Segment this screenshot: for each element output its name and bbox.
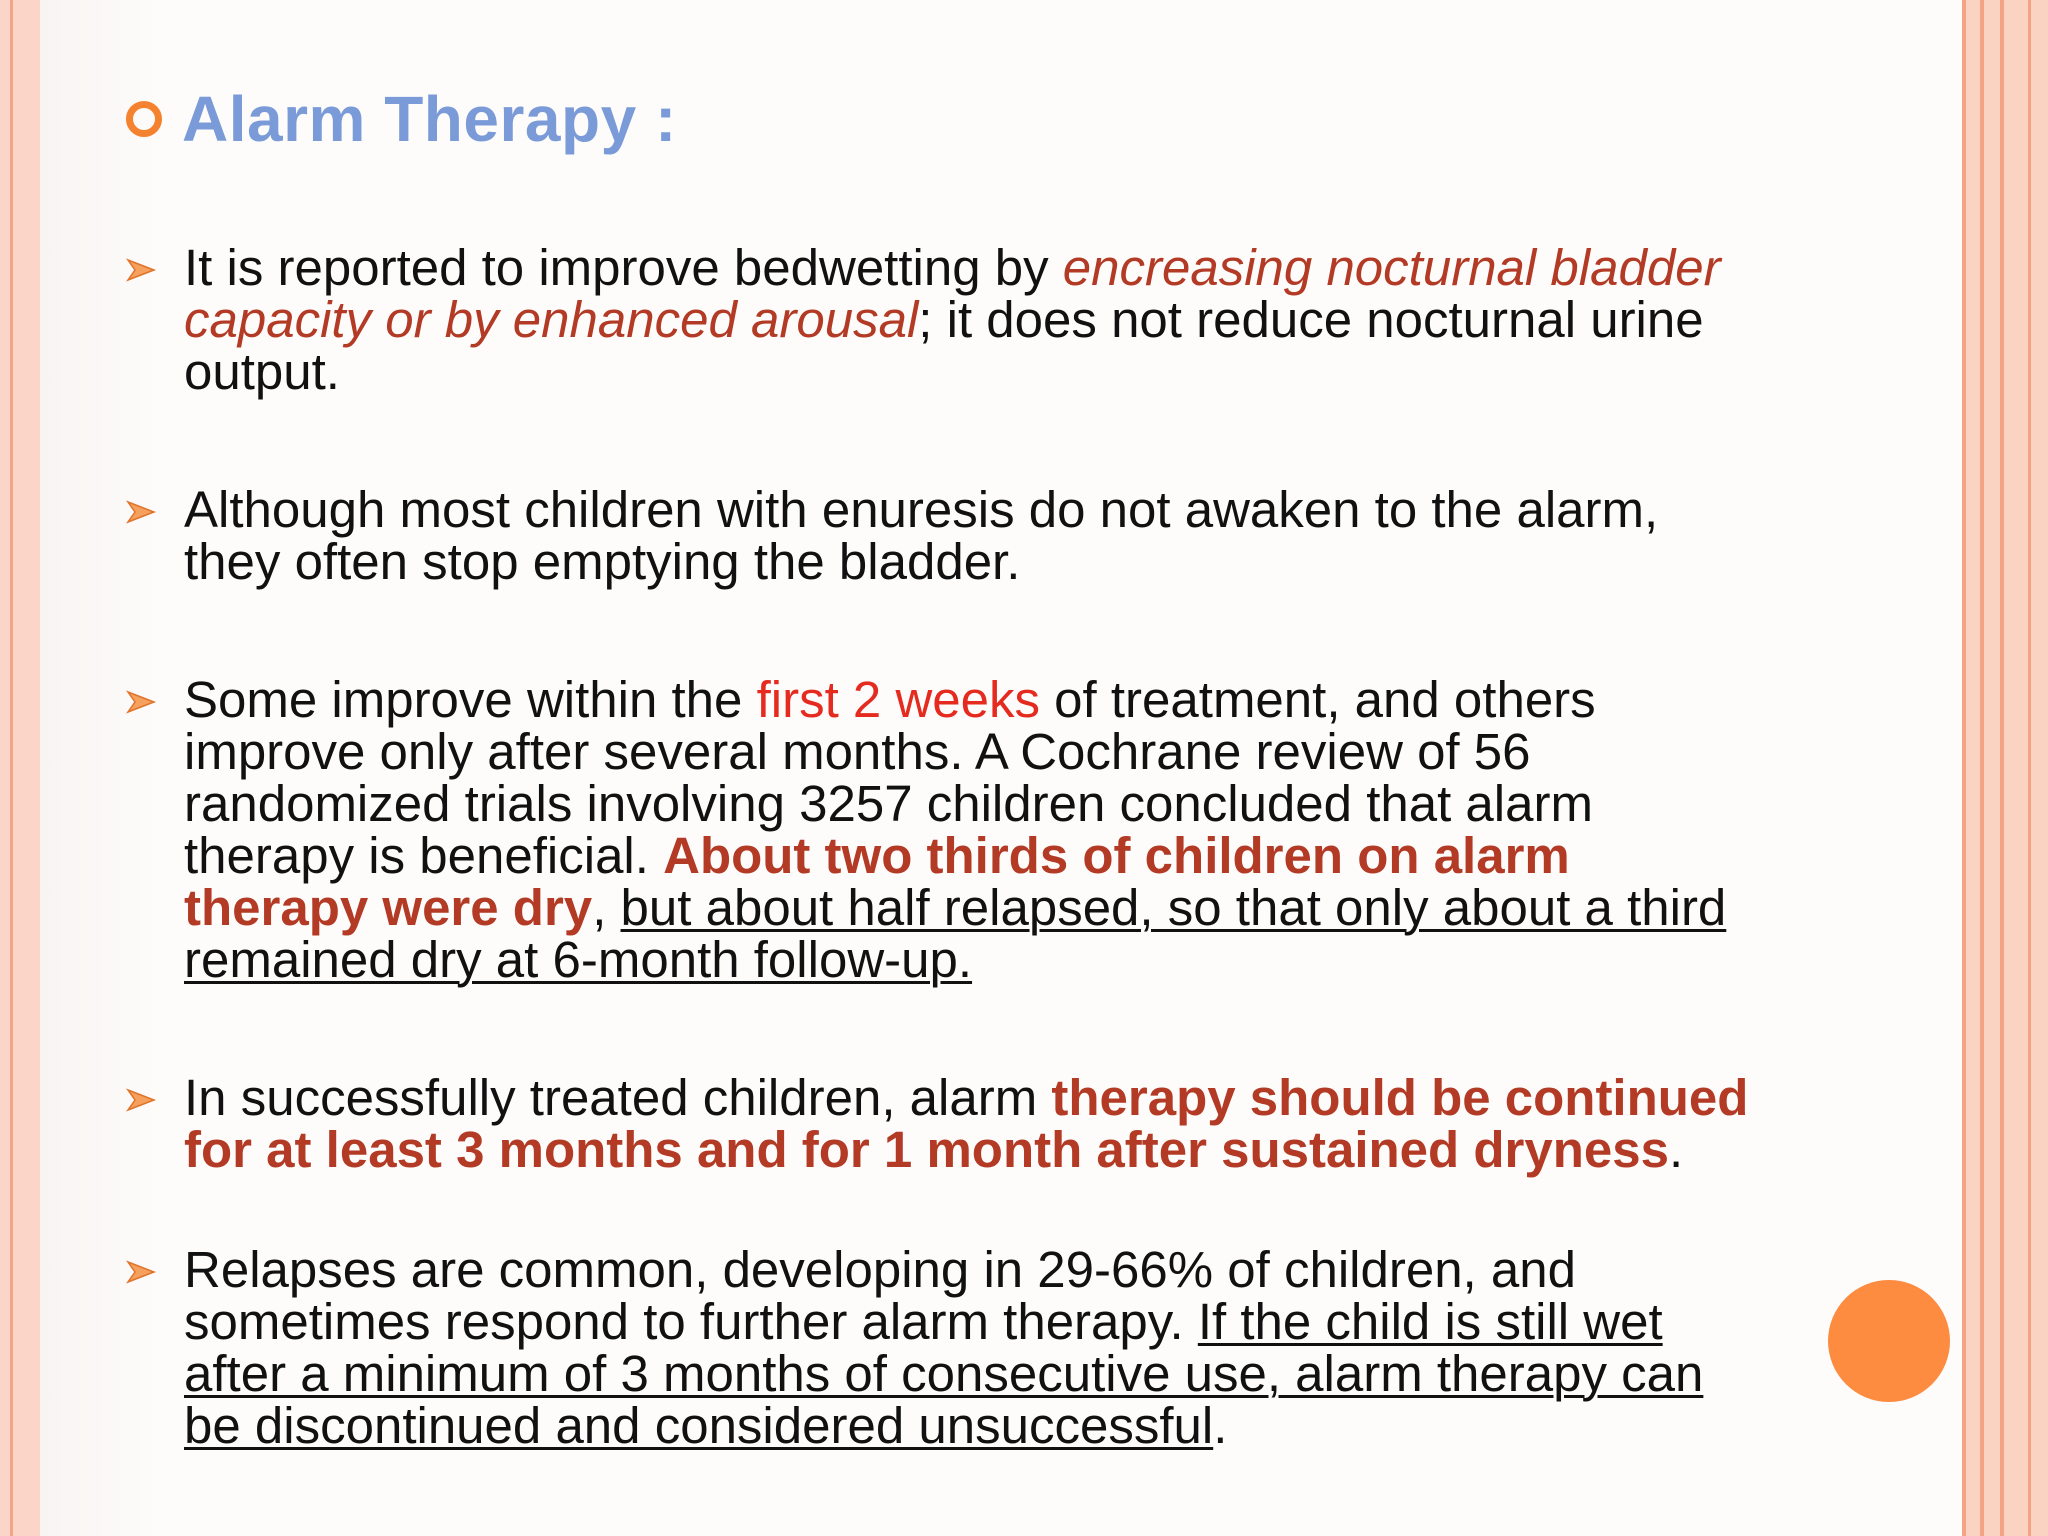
slide-title: Alarm Therapy :	[182, 83, 677, 155]
text-run: Some improve within the	[184, 671, 757, 728]
right-border-decoration	[1962, 0, 2048, 1536]
text-run: In successfully treated children, alarm	[184, 1069, 1052, 1126]
highlight-text: first 2 weeks	[756, 671, 1041, 728]
right-border-line	[1980, 0, 1984, 1536]
right-border-line	[1962, 0, 1966, 1536]
underlined-text: but about half relapsed, so that only about a third remained dry at 6-month follow-up.	[184, 879, 1727, 988]
bullet-text	[184, 1241, 1764, 1454]
text-run: ; it does not reduce nocturnal urine output.	[184, 291, 1704, 400]
emphasis-text: encreasing nocturnal bladder capacity or by enhanced arousal	[184, 239, 1721, 348]
bullet-item	[126, 239, 1766, 400]
text-run: of treatment, and others improve only after several months. A Cochrane review of 56 randomized trials involving 3257 children concluded that alarm therapy is beneficial.	[184, 671, 1596, 884]
text-run: .	[1213, 1397, 1228, 1454]
bullet-text	[184, 671, 1764, 988]
text-run: Although most children with enuresis do not awaken to the alarm, they often stop emptying the bladder.	[184, 481, 1659, 590]
bullet-text	[184, 1069, 1764, 1178]
right-border-line	[2000, 0, 2004, 1536]
circle-outline-icon	[126, 101, 162, 137]
arrowhead-icon	[126, 1088, 158, 1112]
left-border-decoration	[0, 0, 40, 1536]
text-run: .	[1668, 1121, 1684, 1178]
slide-title-row	[126, 82, 677, 156]
arrowhead-icon	[126, 690, 158, 714]
arrowhead-icon	[126, 500, 158, 524]
bullet-text	[184, 481, 1764, 590]
orange-circle-ornament	[1828, 1280, 1950, 1402]
bullet-item	[126, 1069, 1766, 1178]
emphasis-text: therapy should be continued for at least 3 months and for 1 month after sustained dryness	[184, 1069, 1749, 1178]
arrowhead-icon	[126, 258, 158, 282]
emphasis-text: About two thirds of children on alarm therapy were dry	[184, 827, 1570, 936]
right-border-line	[2028, 0, 2031, 1536]
underlined-text: If the child is still wet after a minimum of 3 months of consecutive use, alarm therapy can be discontinued and considered unsuccessful	[184, 1293, 1704, 1454]
bullet-text	[184, 239, 1764, 400]
text-run: ,	[592, 879, 621, 936]
arrowhead-icon	[126, 1260, 158, 1284]
bullet-item	[126, 671, 1766, 988]
text-run: It is reported to improve bedwetting by	[184, 239, 1063, 296]
text-run: Relapses are common, developing in 29-66% of children, and sometimes respond to further alarm therapy.	[184, 1241, 1576, 1350]
bullet-item	[126, 481, 1766, 590]
bullet-item	[126, 1241, 1766, 1454]
